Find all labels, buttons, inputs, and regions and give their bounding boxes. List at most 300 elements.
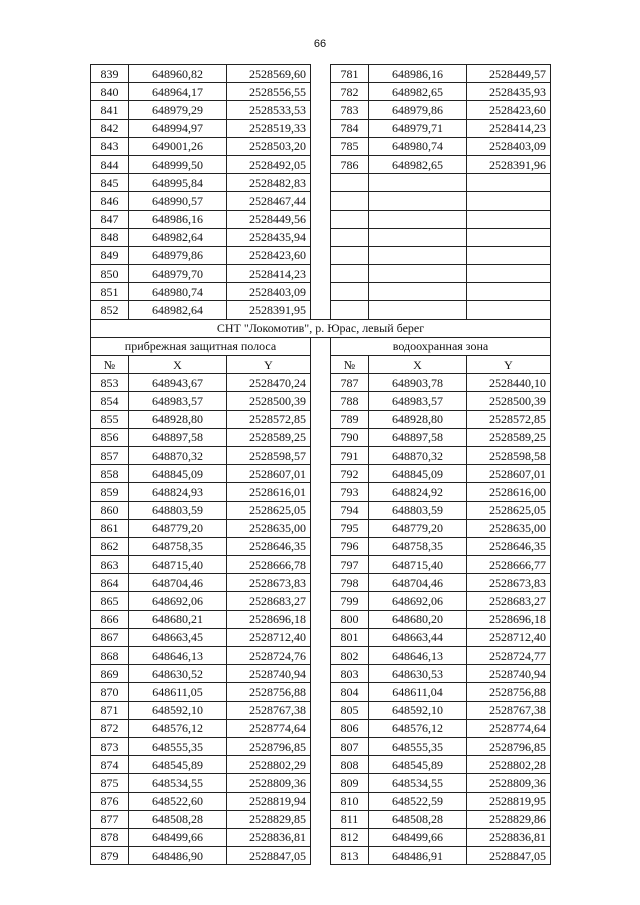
point-number: 864 [91,574,129,592]
header-y: Y [467,356,551,374]
column-gap [311,174,331,192]
table-row [91,265,551,283]
column-gap [311,65,331,83]
section-header [91,319,551,374]
table-row [91,683,551,701]
y-coordinate: 2528836,81 [467,828,551,846]
x-coordinate: 648576,12 [369,719,467,737]
x-coordinate: 648928,80 [129,410,227,428]
column-gap [311,756,331,774]
y-coordinate: 2528467,44 [227,192,311,210]
y-coordinate: 2528503,20 [227,137,311,155]
point-number [331,210,369,228]
point-number: 783 [331,101,369,119]
column-gap [311,556,331,574]
point-number: 804 [331,683,369,701]
column-gap [311,210,331,228]
column-gap [311,301,331,319]
point-number: 846 [91,192,129,210]
right-subtitle: водоохранная зона [331,337,551,355]
point-number: 802 [331,647,369,665]
x-coordinate: 648715,40 [129,556,227,574]
point-number: 805 [331,701,369,719]
point-number: 847 [91,210,129,228]
x-coordinate: 648979,29 [129,101,227,119]
y-coordinate: 2528802,28 [467,756,551,774]
y-coordinate: 2528819,95 [467,792,551,810]
column-gap [311,810,331,828]
column-gap [311,792,331,810]
y-coordinate: 2528802,29 [227,756,311,774]
y-coordinate: 2528589,25 [467,428,551,446]
point-number: 874 [91,756,129,774]
table-row [91,210,551,228]
x-coordinate: 648692,06 [369,592,467,610]
column-gap [311,356,331,374]
x-coordinate: 648995,84 [129,174,227,192]
y-coordinate [467,283,551,301]
table-row [91,119,551,137]
x-coordinate: 648630,52 [129,665,227,683]
point-number: 810 [331,792,369,810]
y-coordinate: 2528533,53 [227,101,311,119]
x-coordinate [369,246,467,264]
x-coordinate: 648545,89 [369,756,467,774]
table-row [91,756,551,774]
y-coordinate: 2528819,94 [227,792,311,810]
x-coordinate: 648824,92 [369,483,467,501]
y-coordinate: 2528774,64 [467,719,551,737]
point-number: 786 [331,155,369,173]
y-coordinate: 2528449,57 [467,65,551,83]
y-coordinate: 2528809,36 [227,774,311,792]
point-number: 867 [91,628,129,646]
x-coordinate: 648592,10 [129,701,227,719]
point-number: 809 [331,774,369,792]
point-number: 843 [91,137,129,155]
column-gap [311,410,331,428]
x-coordinate: 648903,78 [369,374,467,392]
column-gap [311,483,331,501]
y-coordinate: 2528598,58 [467,446,551,464]
y-coordinate: 2528666,78 [227,556,311,574]
point-number: 865 [91,592,129,610]
column-gap [311,137,331,155]
y-coordinate: 2528635,00 [227,519,311,537]
point-number: 841 [91,101,129,119]
x-coordinate: 648803,59 [129,501,227,519]
point-number: 863 [91,556,129,574]
column-gap [311,574,331,592]
x-coordinate: 648983,57 [129,392,227,410]
point-number: 845 [91,174,129,192]
point-number: 788 [331,392,369,410]
point-number: 794 [331,501,369,519]
point-number: 878 [91,828,129,846]
column-gap [311,847,331,865]
y-coordinate: 2528767,38 [467,701,551,719]
point-number: 806 [331,719,369,737]
point-number: 839 [91,65,129,83]
point-number: 808 [331,756,369,774]
point-number: 853 [91,374,129,392]
y-coordinate: 2528683,27 [467,592,551,610]
header-num: № [91,356,129,374]
x-coordinate: 648980,74 [129,283,227,301]
x-coordinate: 648943,67 [129,374,227,392]
x-coordinate [369,228,467,246]
x-coordinate: 648680,20 [369,610,467,628]
column-gap [311,101,331,119]
point-number: 877 [91,810,129,828]
x-coordinate: 648646,13 [129,647,227,665]
y-coordinate: 2528796,85 [227,737,311,755]
column-gap [311,647,331,665]
y-coordinate: 2528724,76 [227,647,311,665]
y-coordinate: 2528767,38 [227,701,311,719]
x-coordinate: 648986,16 [129,210,227,228]
column-gap [311,392,331,410]
point-number: 855 [91,410,129,428]
x-coordinate: 648534,55 [369,774,467,792]
y-coordinate: 2528712,40 [467,628,551,646]
x-coordinate: 648845,09 [129,465,227,483]
point-number: 813 [331,847,369,865]
x-coordinate: 648508,28 [369,810,467,828]
y-coordinate: 2528391,96 [467,155,551,173]
column-gap [311,610,331,628]
x-coordinate: 648704,46 [369,574,467,592]
point-number [331,192,369,210]
y-coordinate: 2528847,05 [467,847,551,865]
y-coordinate: 2528403,09 [227,283,311,301]
x-coordinate: 648758,35 [369,537,467,555]
x-coordinate: 648979,70 [129,265,227,283]
section-title: СНТ "Локомотив", р. Юрас, левый берег [91,319,551,337]
table-row [91,465,551,483]
y-coordinate: 2528625,05 [467,501,551,519]
x-coordinate: 648979,86 [129,246,227,264]
x-coordinate [369,192,467,210]
point-number: 787 [331,374,369,392]
y-coordinate: 2528666,77 [467,556,551,574]
x-coordinate: 648999,50 [129,155,227,173]
point-number: 868 [91,647,129,665]
column-gap [311,774,331,792]
x-coordinate: 648555,35 [369,737,467,755]
column-gap [311,592,331,610]
table-row [91,446,551,464]
x-coordinate: 648982,64 [129,228,227,246]
point-number: 795 [331,519,369,537]
table-row [91,155,551,173]
column-gap [311,828,331,846]
y-coordinate: 2528500,39 [227,392,311,410]
left-subtitle: прибрежная защитная полоса [91,337,311,355]
table-row [91,701,551,719]
column-gap [311,701,331,719]
table-row [91,228,551,246]
x-coordinate: 648611,05 [129,683,227,701]
x-coordinate: 648990,57 [129,192,227,210]
y-coordinate: 2528572,85 [227,410,311,428]
point-number: 793 [331,483,369,501]
table-row [91,610,551,628]
table-row [91,828,551,846]
y-coordinate [467,228,551,246]
column-gap [311,537,331,555]
x-coordinate: 648534,55 [129,774,227,792]
y-coordinate [467,301,551,319]
table-row [91,246,551,264]
column-gap [311,683,331,701]
point-number: 812 [331,828,369,846]
header-x: X [369,356,467,374]
y-coordinate: 2528740,94 [227,665,311,683]
header-y: Y [227,356,311,374]
column-gap [311,265,331,283]
table-row [91,428,551,446]
x-coordinate: 648704,46 [129,574,227,592]
table-row [91,574,551,592]
x-coordinate: 648576,12 [129,719,227,737]
point-number: 848 [91,228,129,246]
x-coordinate: 648486,91 [369,847,467,865]
y-coordinate: 2528836,81 [227,828,311,846]
x-coordinate: 648630,53 [369,665,467,683]
x-coordinate: 648499,66 [369,828,467,846]
point-number: 798 [331,574,369,592]
table-row [91,647,551,665]
x-coordinate: 648982,65 [369,155,467,173]
table-row [91,847,551,865]
x-coordinate: 648824,93 [129,483,227,501]
x-coordinate: 648980,74 [369,137,467,155]
y-coordinate: 2528774,64 [227,719,311,737]
y-coordinate [467,192,551,210]
header-num: № [331,356,369,374]
y-coordinate: 2528646,35 [227,537,311,555]
y-coordinate: 2528440,10 [467,374,551,392]
y-coordinate: 2528598,57 [227,446,311,464]
x-coordinate: 648592,10 [369,701,467,719]
column-gap [311,228,331,246]
table-row [91,101,551,119]
y-coordinate: 2528724,77 [467,647,551,665]
bottom-section [91,374,551,865]
x-coordinate [369,283,467,301]
table-row [91,83,551,101]
y-coordinate: 2528572,85 [467,410,551,428]
point-number [331,301,369,319]
table-row [91,301,551,319]
y-coordinate: 2528635,00 [467,519,551,537]
x-coordinate: 648982,64 [129,301,227,319]
point-number: 790 [331,428,369,446]
y-coordinate: 2528756,88 [467,683,551,701]
page-number: 66 [313,38,327,50]
y-coordinate: 2528435,93 [467,83,551,101]
point-number: 849 [91,246,129,264]
x-coordinate [369,210,467,228]
y-coordinate: 2528673,83 [467,574,551,592]
table-row [91,592,551,610]
point-number: 871 [91,701,129,719]
y-coordinate [467,174,551,192]
y-coordinate: 2528696,18 [467,610,551,628]
x-coordinate: 648897,58 [369,428,467,446]
column-gap [311,428,331,446]
point-number: 784 [331,119,369,137]
y-coordinate: 2528470,24 [227,374,311,392]
table-row [91,410,551,428]
point-number: 852 [91,301,129,319]
column-gap [311,119,331,137]
table-row [91,556,551,574]
point-number: 870 [91,683,129,701]
column-gap [311,83,331,101]
table-row [91,810,551,828]
x-coordinate: 648928,80 [369,410,467,428]
y-coordinate: 2528756,88 [227,683,311,701]
point-number: 842 [91,119,129,137]
table-row [91,283,551,301]
y-coordinate: 2528519,33 [227,119,311,137]
point-number: 857 [91,446,129,464]
y-coordinate: 2528616,00 [467,483,551,501]
point-number: 876 [91,792,129,810]
x-coordinate: 648986,16 [369,65,467,83]
y-coordinate: 2528646,35 [467,537,551,555]
x-coordinate: 648663,44 [369,628,467,646]
point-number: 875 [91,774,129,792]
x-coordinate: 648758,35 [129,537,227,555]
point-number [331,246,369,264]
column-gap [311,155,331,173]
y-coordinate: 2528616,01 [227,483,311,501]
table-row [91,137,551,155]
y-coordinate: 2528589,25 [227,428,311,446]
x-coordinate: 648522,59 [369,792,467,810]
x-coordinate: 648663,45 [129,628,227,646]
y-coordinate: 2528556,55 [227,83,311,101]
point-number: 840 [91,83,129,101]
y-coordinate: 2528492,05 [227,155,311,173]
table-row [91,628,551,646]
point-number: 781 [331,65,369,83]
column-gap [311,628,331,646]
x-coordinate: 648803,59 [369,501,467,519]
x-coordinate: 649001,26 [129,137,227,155]
column-gap [311,246,331,264]
table-row [91,774,551,792]
x-coordinate: 648508,28 [129,810,227,828]
point-number: 807 [331,737,369,755]
y-coordinate [467,246,551,264]
y-coordinate: 2528500,39 [467,392,551,410]
table-row [91,501,551,519]
column-gap [311,283,331,301]
table-row [91,392,551,410]
x-coordinate: 648870,32 [369,446,467,464]
point-number [331,265,369,283]
x-coordinate: 648982,65 [369,83,467,101]
x-coordinate: 648646,13 [369,647,467,665]
y-coordinate: 2528796,85 [467,737,551,755]
x-coordinate: 648994,97 [129,119,227,137]
column-gap [311,519,331,537]
column-gap [311,737,331,755]
table-row [91,174,551,192]
column-gap [311,501,331,519]
x-coordinate: 648779,20 [369,519,467,537]
y-coordinate: 2528423,60 [467,101,551,119]
point-number: 850 [91,265,129,283]
x-coordinate: 648486,90 [129,847,227,865]
point-number: 811 [331,810,369,828]
point-number: 803 [331,665,369,683]
y-coordinate: 2528482,83 [227,174,311,192]
table-row [91,192,551,210]
point-number: 856 [91,428,129,446]
point-number: 879 [91,847,129,865]
header-row [91,356,551,374]
point-number: 800 [331,610,369,628]
table-row [91,374,551,392]
x-coordinate: 648870,32 [129,446,227,464]
y-coordinate: 2528712,40 [227,628,311,646]
y-coordinate [467,210,551,228]
y-coordinate: 2528423,60 [227,246,311,264]
table-row [91,483,551,501]
x-coordinate [369,301,467,319]
table-row [91,537,551,555]
point-number: 869 [91,665,129,683]
point-number [331,174,369,192]
point-number: 791 [331,446,369,464]
y-coordinate: 2528403,09 [467,137,551,155]
table-row [91,519,551,537]
x-coordinate: 648611,04 [369,683,467,701]
x-coordinate: 648845,09 [369,465,467,483]
point-number: 782 [331,83,369,101]
column-gap [311,665,331,683]
x-coordinate [369,174,467,192]
point-number [331,228,369,246]
x-coordinate: 648522,60 [129,792,227,810]
point-number: 844 [91,155,129,173]
x-coordinate: 648499,66 [129,828,227,846]
table-row [91,737,551,755]
point-number: 872 [91,719,129,737]
x-coordinate: 648979,86 [369,101,467,119]
point-number [331,283,369,301]
point-number: 796 [331,537,369,555]
y-coordinate: 2528607,01 [467,465,551,483]
y-coordinate [467,265,551,283]
x-coordinate: 648545,89 [129,756,227,774]
x-coordinate: 648960,82 [129,65,227,83]
column-gap [311,337,331,355]
y-coordinate: 2528829,86 [467,810,551,828]
table-row [91,792,551,810]
table-row [91,65,551,83]
y-coordinate: 2528625,05 [227,501,311,519]
x-coordinate: 648779,20 [129,519,227,537]
x-coordinate: 648715,40 [369,556,467,574]
y-coordinate: 2528829,85 [227,810,311,828]
point-number: 858 [91,465,129,483]
